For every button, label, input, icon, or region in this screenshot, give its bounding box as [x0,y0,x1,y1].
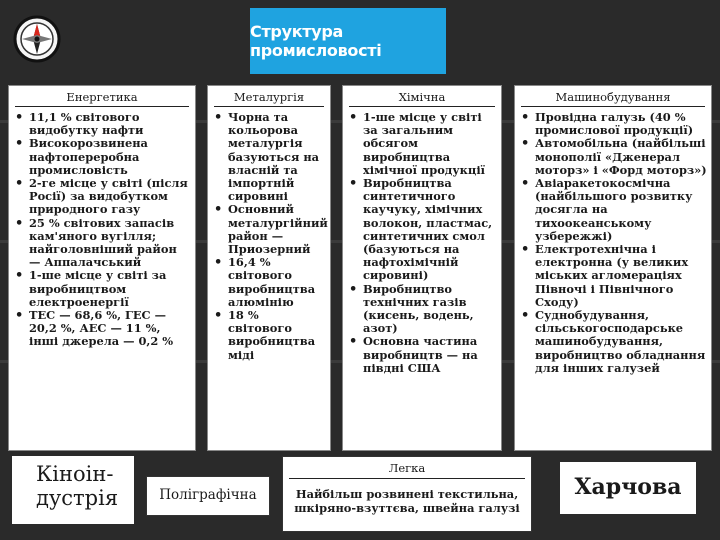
list-item: • 2-ге місце у світі (після Росії) за видобутком природного газу [15,177,191,217]
column-heading: Машинобудування [521,86,705,107]
list-item: • Суднобудування, сільськогосподарське машинобудування, виробництво обладнання для інших галузей [521,309,707,375]
column-machinery [514,85,712,451]
column-metallurgy [207,85,331,451]
list-item: • Чорна та кольорова металургія базуються на власній та імпортній сировині [214,111,326,203]
column-heading: Металургія [214,86,324,107]
column-heading: Енергетика [15,86,189,107]
list-item: • Провідна галузь (40 % промислової продукції) [521,111,707,137]
list-item: • 1-ше місце у світі за виробництвом електроенергії [15,269,191,309]
list-item: • 11,1 % світового видобутку нафти [15,111,191,137]
printing-industry-box: Поліграфічна [146,476,270,516]
list-item: • 16,4 % світового виробництва алюмінію [214,256,326,309]
list-item: • 25 % світових запасів кам'яного вугілля; найголовніший район — Аппалачський [15,217,191,270]
compass-icon [12,14,62,64]
column-energy [8,85,196,451]
list-item: • Виробництва синтетичного каучуку, хімічних волокон, пластмас, синтетичних смол (базуються на нафтохімічній сировині) [349,177,497,283]
list-item: • Авіаракетокосмічна (найбільшого розвитку досягла на тихоокеанському узбережжі) [521,177,707,243]
list-item: • Виробництво технічних газів (кисень, водень, азот) [349,283,497,336]
list-item: • Основна частина виробництв — на півдні США [349,335,497,375]
light-industry-box [282,456,532,532]
column-heading: Хімічна [349,86,495,107]
film-industry-box [12,456,134,524]
list-item: • Автомобільна (найбільші монополії «Дженерал моторз» і «Форд моторз») [521,137,707,177]
light-industry-heading: Легка [289,457,525,479]
list-item: • Основний металургійний район — Приозерний [214,203,326,256]
film-industry-line1: Кіноін- [36,462,114,486]
list-item: • ТЕС — 68,6 %, ГЕС — 20,2 %, АЕС — 11 %, інші джерела — 0,2 % [15,309,191,349]
light-industry-text: Найбільш розвинені текстильна, шкіряно-взуттєва, швейна галузі [294,487,520,515]
column-chemical [342,85,502,451]
film-industry-line2: дустрія [36,486,119,510]
page-title: Структура промисловості [250,8,446,74]
food-industry-box: Харчова [560,462,696,514]
list-item: • 1-ше місце у світі за загальним обсягом виробництва хімічної продукції [349,111,497,177]
list-item: • Електротехнічна і електронна (у великих міських агломераціях Півночі і Північного Сходу) [521,243,707,309]
list-item: • Високорозвинена нафтопереробна промисловість [15,137,191,177]
list-item: • 18 % світового виробництва міді [214,309,326,362]
